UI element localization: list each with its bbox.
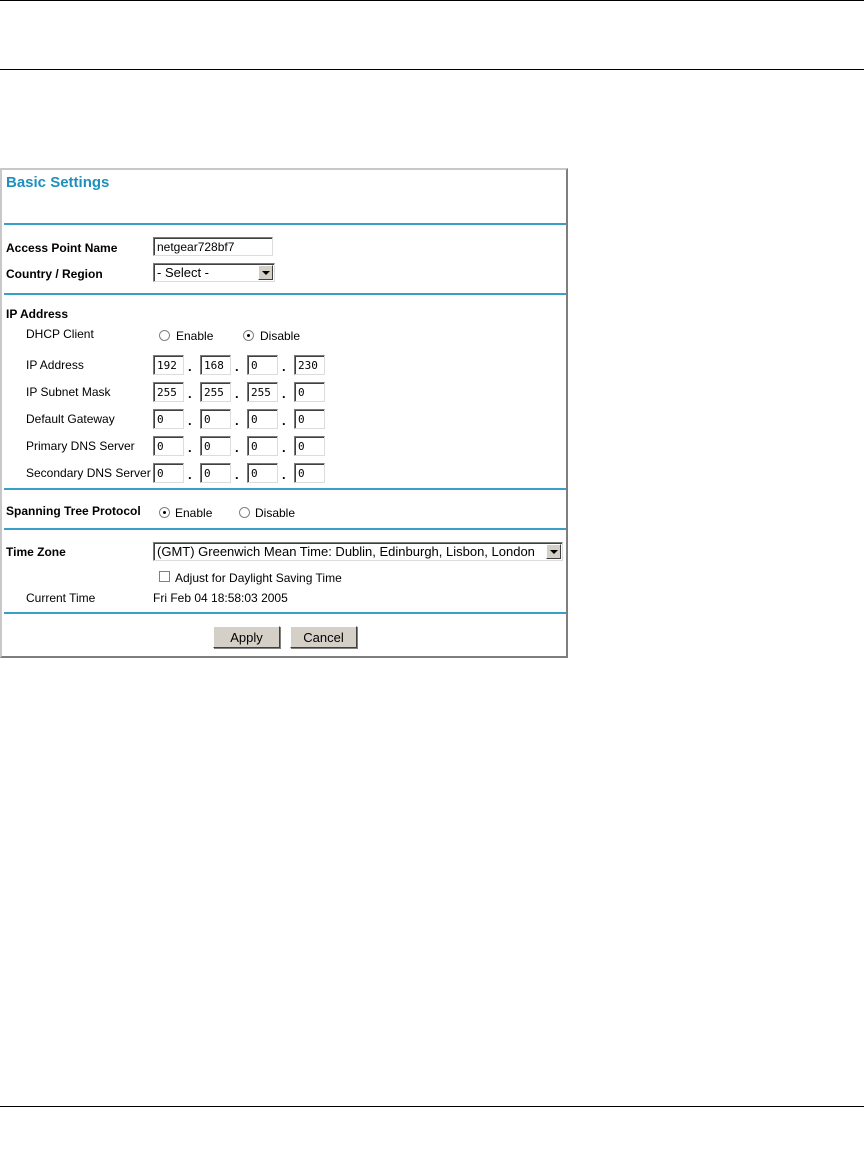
stp-disable-radio[interactable] — [239, 507, 250, 518]
cancel-button[interactable]: Cancel — [290, 626, 357, 648]
country-select[interactable] — [153, 263, 275, 282]
ip-octet-input[interactable]: 192 — [153, 355, 184, 375]
dhcp-disable-label: Disable — [260, 329, 301, 343]
ip-octet-separator: . — [282, 359, 286, 374]
ip-octet-input[interactable]: 168 — [200, 355, 231, 375]
ip-octet-input[interactable]: 0 — [247, 409, 278, 429]
ip-row-label: Secondary DNS Server — [26, 466, 151, 480]
ip-octet-input[interactable]: 0 — [247, 355, 278, 375]
dhcp-enable-radio[interactable] — [159, 330, 170, 341]
page-header-rule — [0, 69, 864, 70]
current-time-label: Current Time — [26, 591, 96, 605]
divider — [4, 293, 566, 295]
stp-label: Spanning Tree Protocol — [6, 504, 141, 518]
page-top-rule — [0, 0, 864, 1]
dst-checkbox[interactable] — [159, 571, 170, 582]
ip-octet-separator: . — [188, 467, 192, 482]
divider — [4, 223, 566, 225]
ip-octet-input[interactable]: 0 — [200, 409, 231, 429]
ip-octet-separator: . — [282, 440, 286, 455]
dhcp-disable-radio[interactable] — [243, 330, 254, 341]
ip-octet-input[interactable]: 0 — [247, 436, 278, 456]
ip-octet-separator: . — [282, 386, 286, 401]
ip-octet-input[interactable]: 0 — [153, 463, 184, 483]
ip-octet-input[interactable]: 230 — [294, 355, 325, 375]
ip-octet-separator: . — [282, 467, 286, 482]
access-point-input[interactable]: netgear728bf7 — [153, 237, 273, 256]
ip-row-label: Default Gateway — [26, 412, 115, 426]
access-point-label: Access Point Name — [6, 241, 118, 255]
ip-octet-input[interactable]: 255 — [247, 382, 278, 402]
current-time-value: Fri Feb 04 18:58:03 2005 — [153, 591, 288, 605]
ip-octet-separator: . — [235, 413, 239, 428]
ip-octet-separator: . — [282, 413, 286, 428]
dhcp-enable-label: Enable — [176, 329, 214, 343]
time-zone-select-value: (GMT) Greenwich Mean Time: Dublin, Edinburgh, Lisbon, London — [157, 544, 535, 559]
ip-octet-separator: . — [235, 386, 239, 401]
ip-octet-input[interactable]: 0 — [247, 463, 278, 483]
ip-octet-input[interactable]: 255 — [153, 382, 184, 402]
ip-octet-separator: . — [188, 413, 192, 428]
country-label: Country / Region — [6, 267, 103, 281]
page-title: Basic Settings — [6, 174, 110, 191]
ip-octet-separator: . — [188, 386, 192, 401]
page-footer-rule — [0, 1106, 864, 1107]
country-select-value: - Select - — [157, 265, 210, 280]
stp-enable-radio[interactable] — [159, 507, 170, 518]
ip-octet-input[interactable]: 0 — [294, 382, 325, 402]
chevron-down-icon[interactable] — [258, 265, 273, 280]
ip-octet-input[interactable]: 0 — [153, 409, 184, 429]
ip-octet-input[interactable]: 0 — [294, 436, 325, 456]
ip-octet-separator: . — [235, 467, 239, 482]
ip-section-heading: IP Address — [6, 307, 69, 321]
ip-octet-input[interactable]: 0 — [153, 436, 184, 456]
ip-row-label: IP Address — [26, 358, 84, 372]
chevron-down-icon[interactable] — [546, 544, 561, 559]
stp-disable-label: Disable — [255, 506, 296, 520]
dhcp-label: DHCP Client — [26, 327, 94, 341]
ip-octet-input[interactable]: 0 — [294, 409, 325, 429]
ip-octet-separator: . — [235, 359, 239, 374]
ip-octet-separator: . — [235, 440, 239, 455]
apply-button[interactable]: Apply — [213, 626, 280, 648]
basic-settings-panel — [0, 168, 568, 658]
ip-octet-separator: . — [188, 359, 192, 374]
time-zone-label: Time Zone — [6, 545, 66, 559]
ip-row-label: Primary DNS Server — [26, 439, 135, 453]
ip-octet-separator: . — [188, 440, 192, 455]
divider — [4, 528, 566, 530]
ip-row-label: IP Subnet Mask — [26, 385, 111, 399]
ip-octet-input[interactable]: 0 — [294, 463, 325, 483]
ip-octet-input[interactable]: 255 — [200, 382, 231, 402]
divider — [4, 612, 566, 614]
dst-label: Adjust for Daylight Saving Time — [175, 571, 342, 585]
divider — [4, 488, 566, 490]
ip-octet-input[interactable]: 0 — [200, 463, 231, 483]
ip-octet-input[interactable]: 0 — [200, 436, 231, 456]
stp-enable-label: Enable — [175, 506, 213, 520]
time-zone-select[interactable] — [153, 542, 563, 561]
